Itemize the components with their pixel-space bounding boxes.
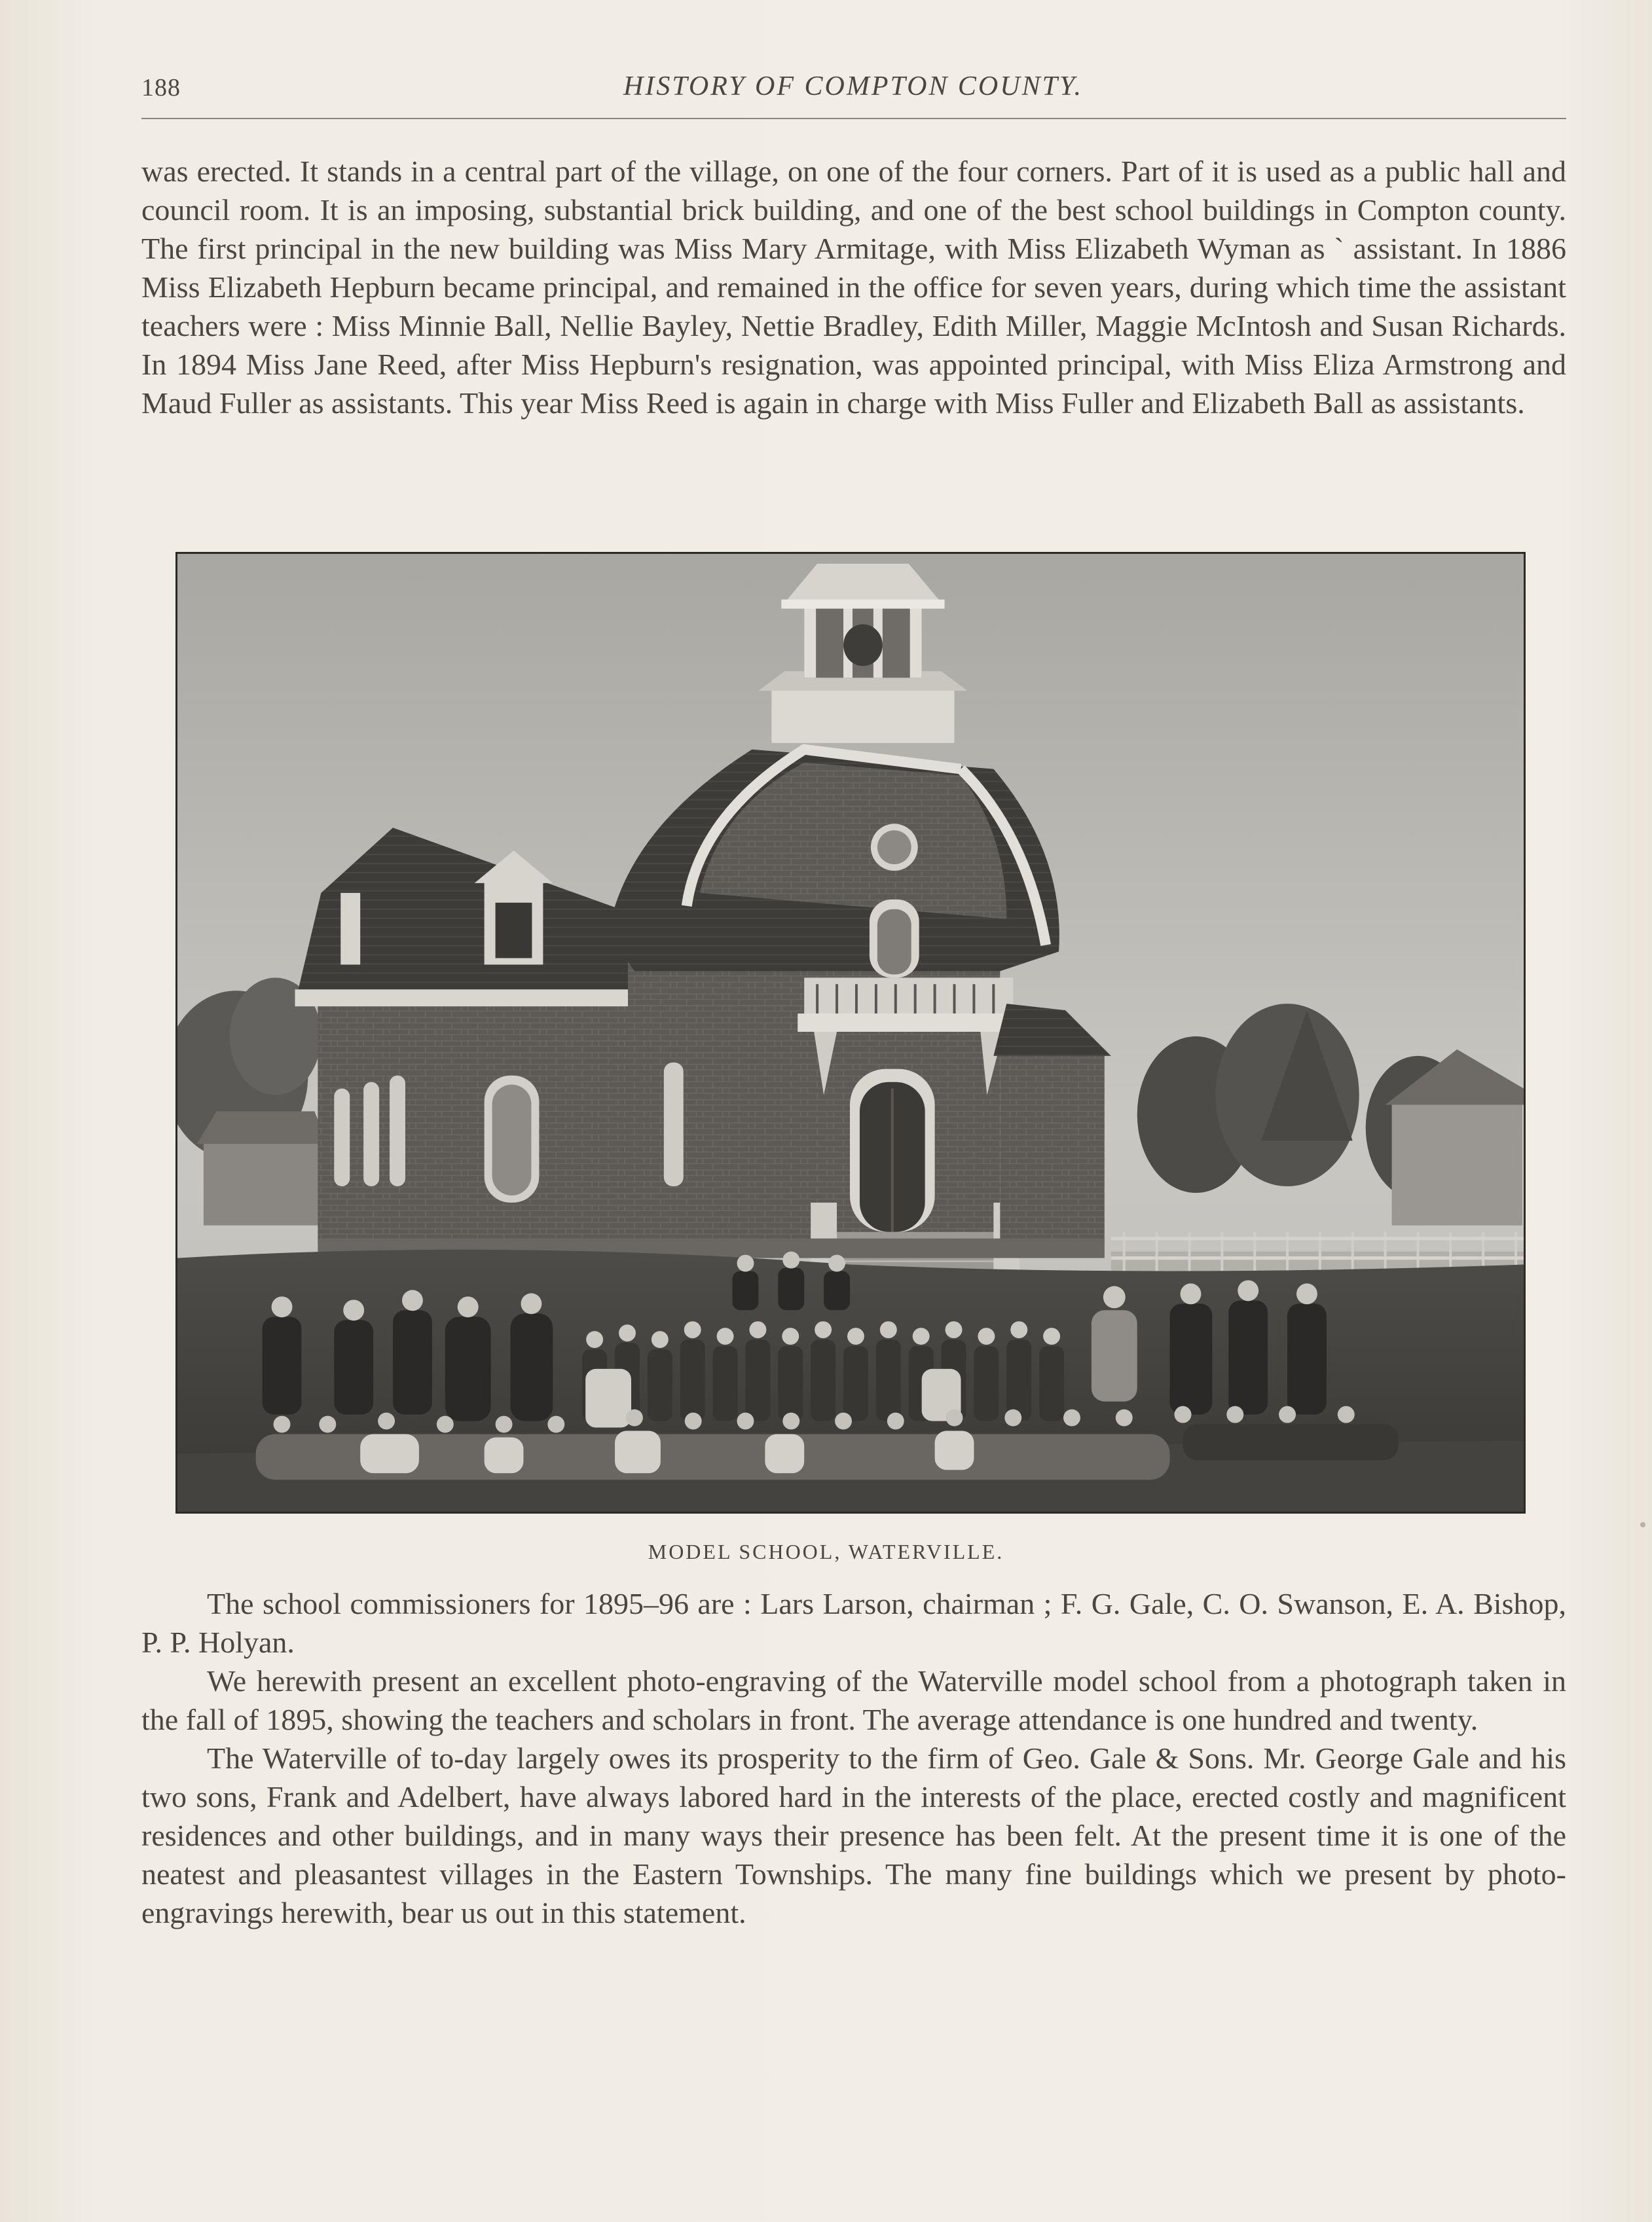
header-rule: [141, 118, 1566, 119]
paragraph-photo-engraving: We herewith present an excellent photo-engraving of the Waterville model school from a photograph taken in the fall of 1895, showing the teachers and scholars in front. The average attendance is one hundred and twenty.: [141, 1664, 1566, 1736]
lower-text-block: [141, 1584, 1566, 1932]
running-head: [141, 68, 1565, 114]
top-paragraph-block: [141, 152, 1566, 422]
running-title: HISTORY OF COMPTON COUNTY.: [623, 71, 1083, 101]
paper-speck: [1640, 1522, 1645, 1527]
school-photo-illustration: [177, 554, 1524, 1512]
figure-caption: MODEL SCHOOL, WATERVILLE.: [648, 1540, 1004, 1563]
paragraph-waterville-today: The Waterville of to-day largely owes its prosperity to the firm of Geo. Gale & Sons. Mr. George Gale and his two sons, Frank and Adelbert, have always labored hard in the interests of the place, erected costly and magnificent residences and other buildings, and in many ways their presence has been felt. At the present time it is one of the neatest and pleasantest villages in the Eastern Townships. The many fine buildings which we present by photo-engravings herewith, bear us out in this statement.: [141, 1741, 1566, 1929]
school-photograph: [175, 552, 1526, 1514]
paragraph-top: was erected. It stands in a central part of the village, on one of the four corners. Part of it is used as a public hall and council room. It is an imposing, substantial brick building, and one of the best school buildings in Compton county. The first principal in the new building was Miss Mary Armitage, with Miss Elizabeth Wyman as ` assistant. In 1886 Miss Elizabeth Hepburn became principal, and remained in the office for seven years, during which time the assistant teachers were : Miss Minnie Ball, Nellie Bayley, Nettie Bradley, Edith Miller, Maggie McIntosh and Susan Richards. In 1894 Miss Jane Reed, after Miss Hepburn's resignation, was appointed principal, with Miss Eliza Armstrong and Maud Fuller as assistants. This year Miss Reed is again in charge with Miss Fuller and Elizabeth Ball as assistants.: [141, 155, 1566, 420]
page-number: 188: [141, 74, 181, 101]
paragraph-commissioners: The school commissioners for 1895–96 are : Lars Larson, chairman ; F. G. Gale, C. O. Swanson, E. A. Bishop, P. P. Holyan.: [141, 1587, 1566, 1659]
